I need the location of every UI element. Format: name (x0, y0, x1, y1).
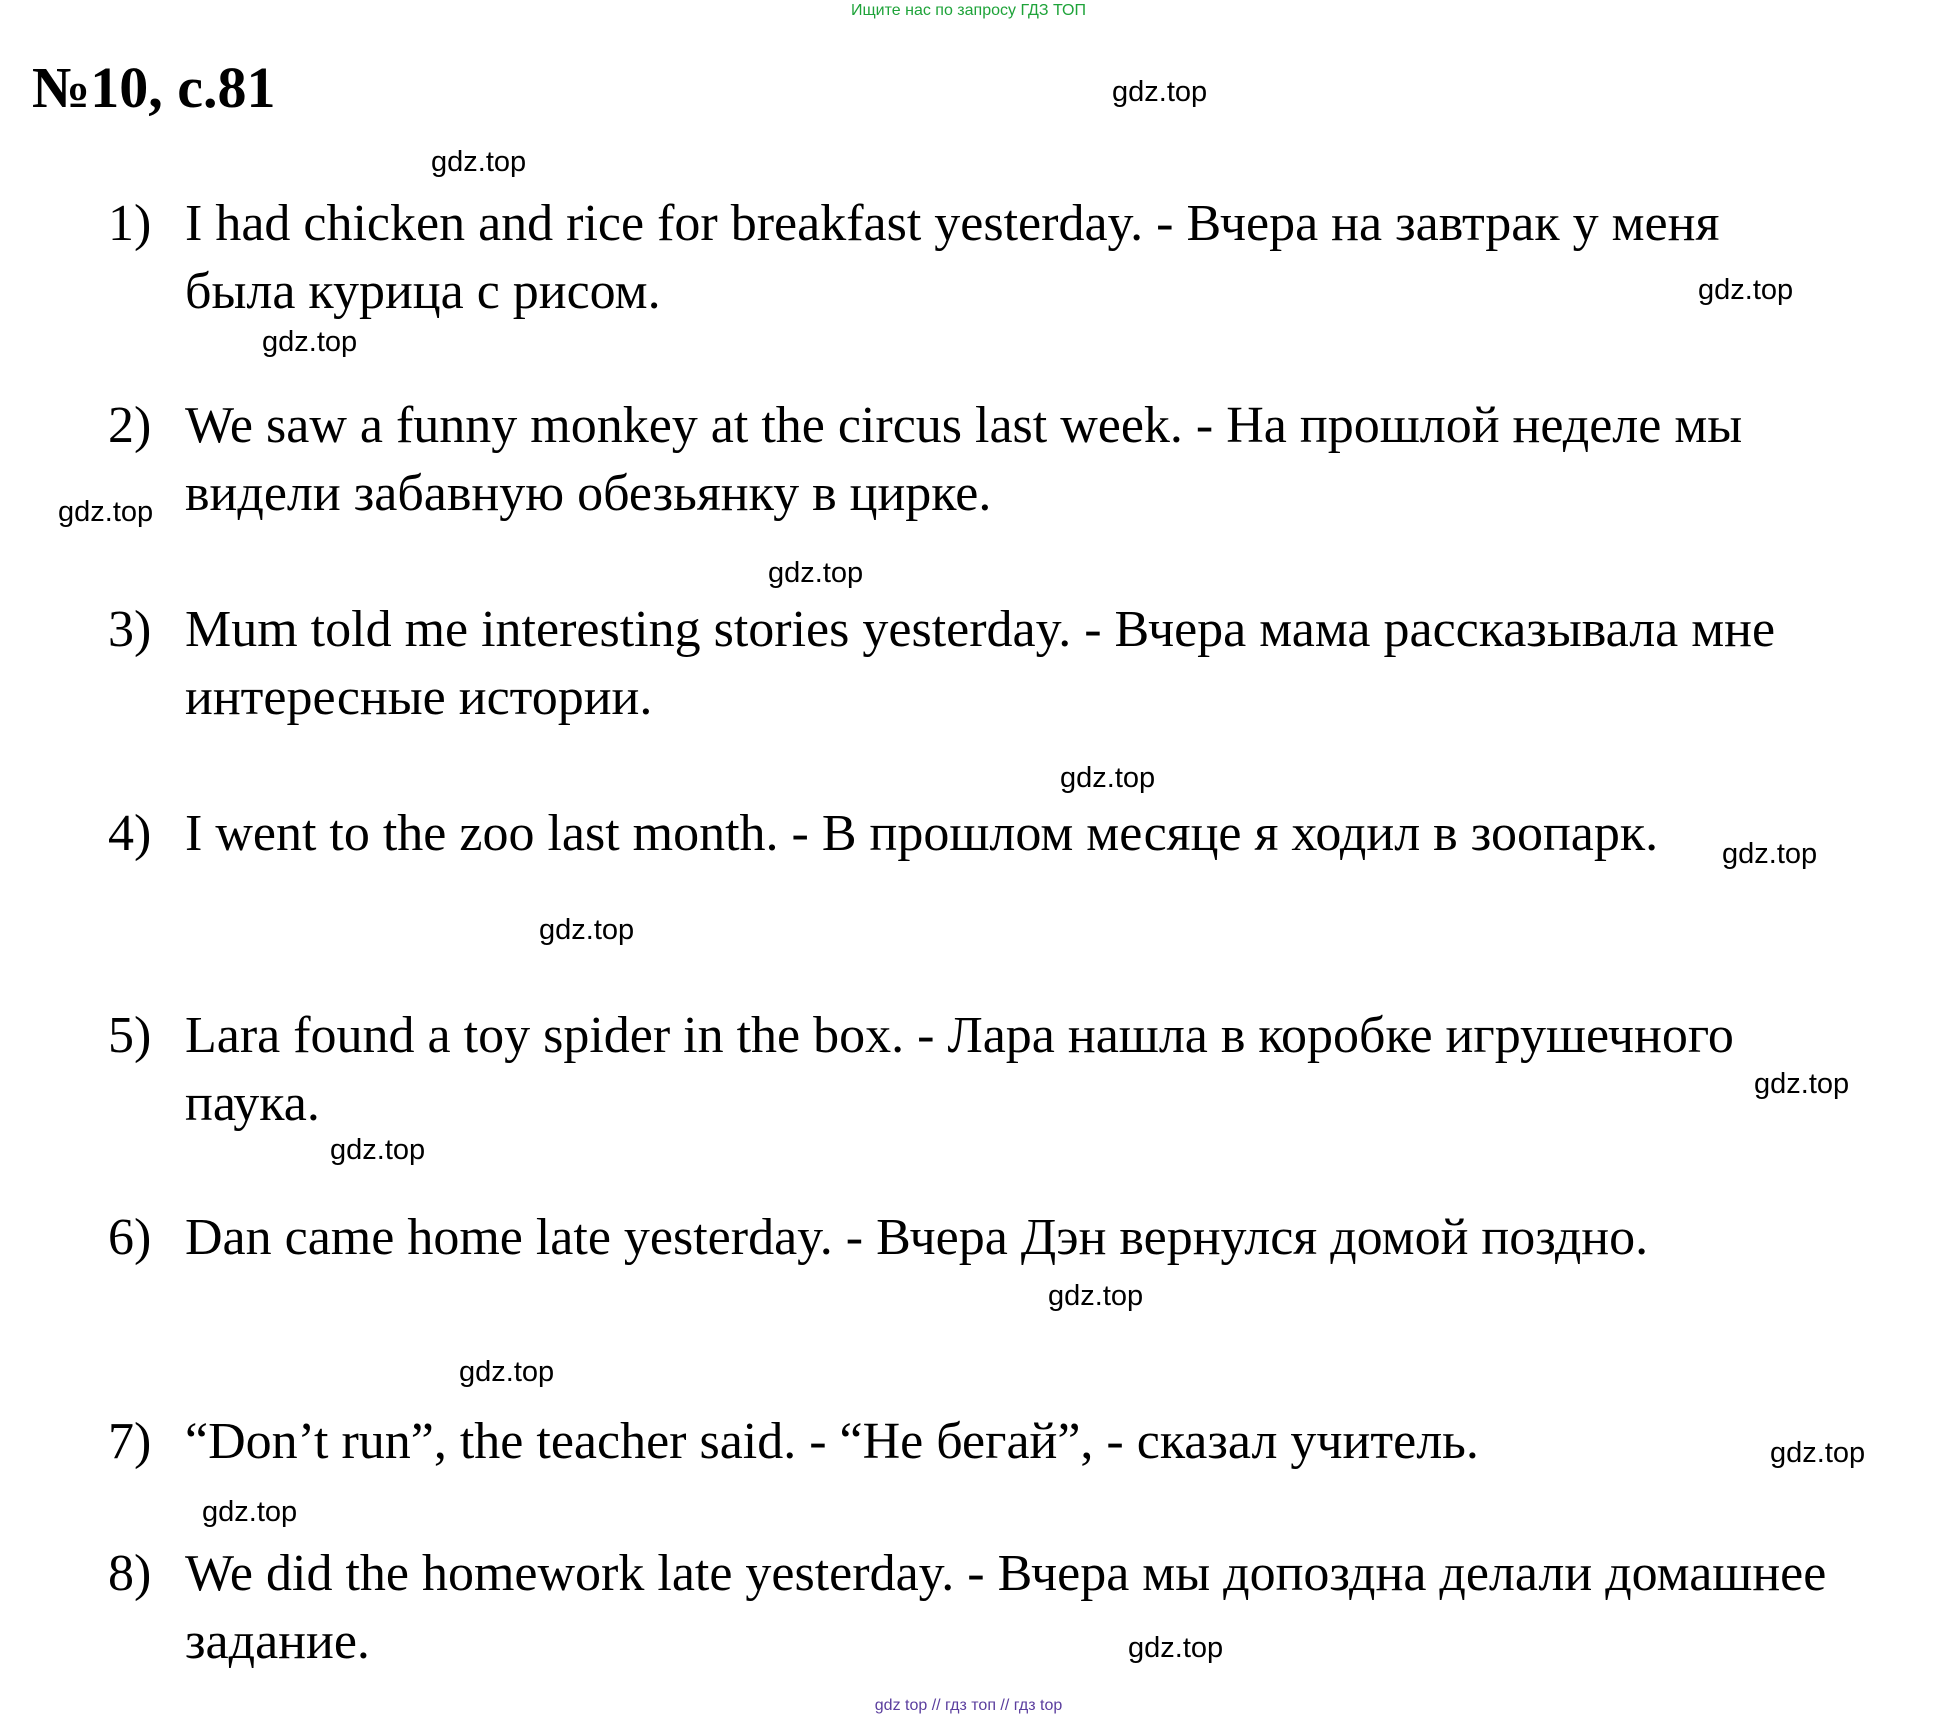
watermark: gdz.top (539, 914, 635, 946)
item-number: 4) (108, 805, 152, 862)
watermark: gdz.top (58, 496, 154, 528)
item-number: 5) (108, 1007, 152, 1064)
list-item (108, 1204, 1828, 1272)
watermark: gdz.top (1770, 1437, 1866, 1469)
watermark: gdz.top (1722, 838, 1818, 870)
watermark: gdz.top (202, 1496, 298, 1528)
watermark: gdz.top (330, 1134, 426, 1166)
item-text: Lara found a toy spider in the box. - Лара нашла в коробке игрушечного паука. (185, 1007, 1734, 1132)
watermark: gdz.top (262, 326, 358, 358)
watermark: gdz.top (1112, 76, 1208, 108)
footer-note: gdz top // гдз топ // гдз top (874, 1697, 1063, 1714)
list-item (108, 190, 1828, 326)
list-item (108, 1540, 1828, 1676)
item-text: I had chicken and rice for breakfast yesterday. - Вчера на завтрак у меня была курица с рисом. (185, 195, 1720, 320)
watermark: gdz.top (459, 1356, 555, 1388)
list-item (108, 1002, 1828, 1138)
watermark: gdz.top (1048, 1280, 1144, 1312)
item-text: Mum told me interesting stories yesterday. - Вчера мама рассказывала мне интересные истории. (185, 601, 1776, 726)
item-number: 7) (108, 1413, 152, 1470)
watermark: gdz.top (1060, 762, 1156, 794)
item-text: “Don’t run”, the teacher said. - “Не бегай”, - сказал учитель. (185, 1413, 1479, 1470)
watermark: gdz.top (1754, 1068, 1850, 1100)
page-title: №10, с.81 (32, 55, 276, 120)
item-number: 6) (108, 1209, 152, 1266)
watermark: gdz.top (768, 557, 864, 589)
item-text: Dan came home late yesterday. - Вчера Дэн вернулся домой поздно. (185, 1209, 1649, 1266)
item-text: We saw a funny monkey at the circus last week. - На прошлой неделе мы видели забавную обезьянку в цирке. (185, 397, 1743, 522)
watermark: gdz.top (1698, 274, 1794, 306)
list-item (108, 392, 1828, 528)
list-item (108, 596, 1828, 732)
item-number: 1) (108, 195, 152, 252)
list-item (108, 1408, 1828, 1476)
watermark: gdz.top (1128, 1632, 1224, 1664)
watermark: gdz.top (431, 146, 527, 178)
item-number: 8) (108, 1545, 152, 1602)
item-text: I went to the zoo last month. - В прошлом месяце я ходил в зоопарк. (185, 805, 1659, 862)
top-note: Ищите нас по запросу ГДЗ ТОП (851, 2, 1086, 19)
item-text: We did the homework late yesterday. - Вчера мы допоздна делали домашнее задание. (185, 1545, 1827, 1670)
item-number: 2) (108, 397, 152, 454)
list-item (108, 800, 1828, 868)
item-number: 3) (108, 601, 152, 658)
